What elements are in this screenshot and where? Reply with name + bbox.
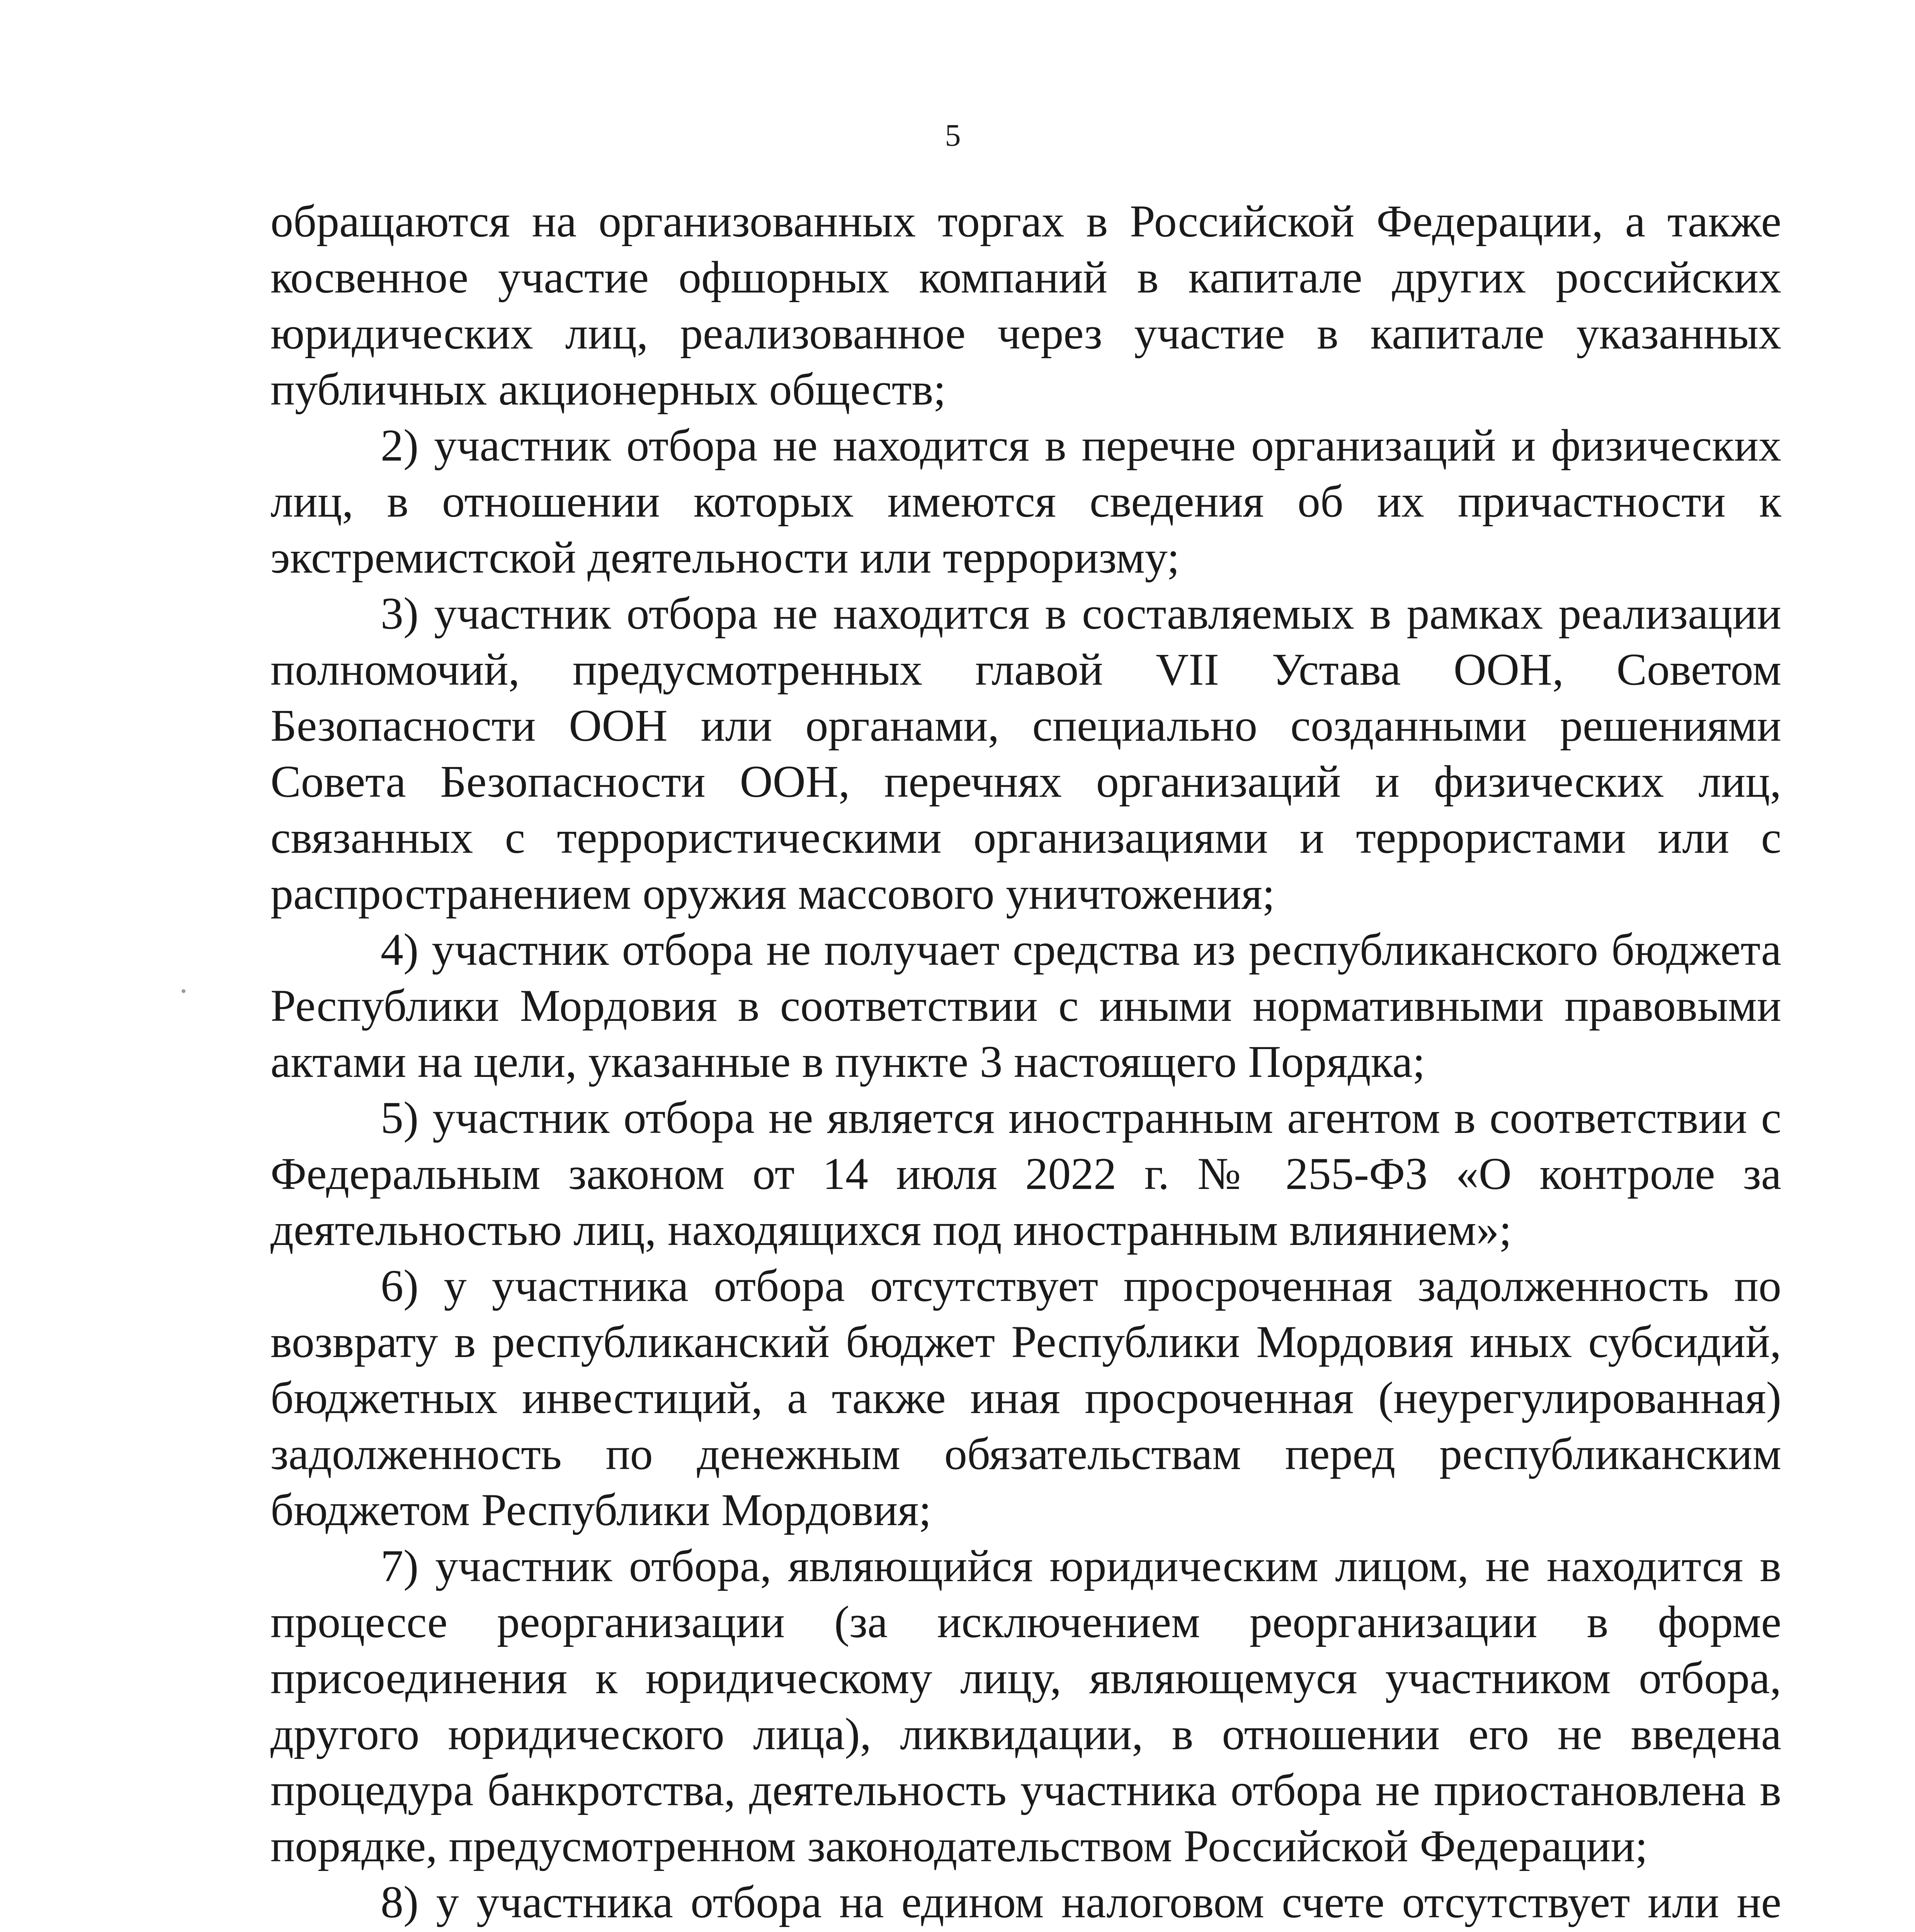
list-item-4: 4) участник отбора не получает средства из республиканского бюджета Республики Мордовия в соответствии с иными нормативными правовыми актами на цели, указанные в пункте 3 настоящего Порядка; — [270, 924, 1781, 1087]
list-item-3: 3) участник отбора не находится в составляемых в рамках реализации полномочий, предусмотренных главой VII Устава ООН, Советом Безопасности ООН или органами, специально созданными решениями Совета Безопасности ООН, перечнях организаций и физических лиц, связанных с террористическими организациями и террористами или с распространением оружия массового уничтожения; — [270, 588, 1781, 919]
list-item-7: 7) участник отбора, являющийся юридическим лицом, не находится в процессе реорганизации (за исключением реорганизации в форме присоединения к юридическому лицу, являющемуся участником отбора, другого юридического лица), ликвидации, в отношении его не введена процедура банкротства, деятельность участника отбора не приостановлена в порядке, предусмотренном законодательством Российской Федерации; — [270, 1541, 1781, 1871]
list-item-6: 6) у участника отбора отсутствует просроченная задолженность по возврату в республиканский бюджет Республики Мордовия иных субсидий, бюджетных инвестиций, а также иная просроченная (неурегулированная) задолженность по денежным обязательствам перед республиканским бюджетом Республики Мордовия; — [270, 1260, 1781, 1535]
list-item-8: 8) у участника отбора на едином налоговом счете отсутствует или не — [381, 1877, 1781, 1927]
page-number: 5 — [945, 117, 961, 153]
list-item-5: 5) участник отбора не является иностранным агентом в соответствии с Федеральным законом от 14 июля 2022 г. № 255-ФЗ «О контроле за деятельностью лиц, находящихся под иностранным влиянием»; — [270, 1092, 1781, 1255]
scan-speck — [182, 989, 185, 993]
list-item-2: 2) участник отбора не находится в перечне организаций и физических лиц, в отношении которых имеются сведения об их причастности к экстремистской деятельности или терроризму; — [270, 420, 1781, 583]
document-body — [270, 193, 1781, 1932]
paragraph-continuation: обращаются на организованных торгах в Российской Федерации, а также косвенное участие офшорных компаний в капитале других российских юридических лиц, реализованное через участие в капитале указанных публичных акционерных обществ; — [270, 196, 1781, 415]
